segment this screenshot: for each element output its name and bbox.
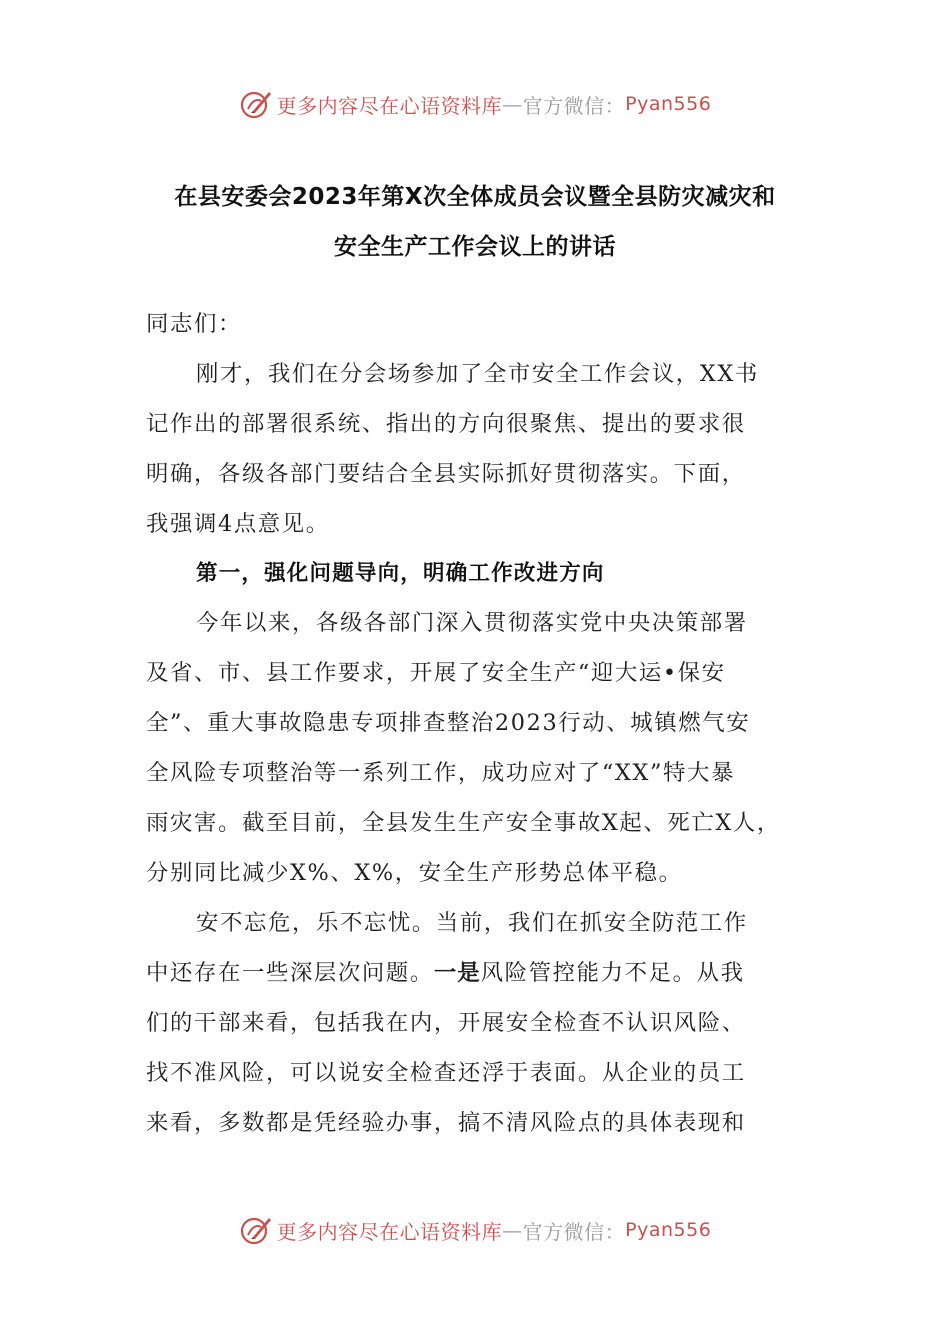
- section-heading: 第一，强化问题导向，明确工作改进方向: [196, 561, 605, 586]
- banner-wechat-label: 官方微信：: [522, 1219, 626, 1244]
- banner-slogan: 更多内容尽在心语资料库: [276, 93, 503, 118]
- salutation: 同志们：: [146, 311, 242, 337]
- pen-logo-icon: [239, 1213, 273, 1247]
- pen-logo-icon: [239, 87, 273, 121]
- paragraph-line: 全”、重大事故隐患专项排查整治2023行动、城镇燃气安: [146, 710, 751, 736]
- paragraph-line: 分别同比减少X%、X%，安全生产形势总体平稳。: [146, 860, 683, 886]
- paragraph-line: 我强调4点意见。: [146, 511, 330, 537]
- banner-wechat-id: Pyan556: [625, 1219, 712, 1241]
- paragraph-line: 来看，多数都是凭经验办事，搞不清风险点的具体表现和: [146, 1110, 746, 1136]
- paragraph-line: 们的干部来看，包括我在内，开展安全检查不认识风险、: [146, 1010, 746, 1036]
- document-title-line-1: 在县安委会2023年第X次全体成员会议暨全县防灾减灾和: [174, 184, 776, 210]
- paragraph-text: 中还存在一些深层次问题。: [146, 960, 434, 986]
- banner-slogan: 更多内容尽在心语资料库: [276, 1219, 503, 1244]
- paragraph-line: 明确，各级各部门要结合全县实际抓好贯彻落实。下面，: [146, 461, 746, 487]
- paragraph-line: 及省、市、县工作要求，开展了安全生产“迎大运•保安: [146, 660, 726, 686]
- banner-dash: —: [502, 1218, 523, 1242]
- header-banner: [0, 84, 950, 124]
- paragraph-line: 雨灾害。截至目前，全县发生生产安全事故X起、死亡X人，: [146, 810, 781, 836]
- paragraph-line: 刚才，我们在分会场参加了全市安全工作会议，XX书: [196, 361, 759, 387]
- banner-wechat-label: 官方微信：: [522, 93, 626, 118]
- paragraph-line: 记作出的部署很系统、指出的方向很聚焦、提出的要求很: [146, 411, 746, 437]
- bold-enumerator: 一是: [433, 960, 481, 986]
- paragraph-line: 找不准风险，可以说安全检查还浮于表面。从企业的员工: [146, 1060, 746, 1086]
- footer-banner: [0, 1210, 950, 1250]
- paragraph-line: [146, 955, 745, 987]
- paragraph-line: 今年以来，各级各部门深入贯彻落实党中央决策部署: [196, 610, 748, 636]
- paragraph-text: 风险管控能力不足。从我: [480, 960, 745, 986]
- paragraph-line: 全风险专项整治等一系列工作，成功应对了“XX”特大暴: [146, 760, 735, 786]
- banner-wechat-id: Pyan556: [625, 93, 712, 115]
- banner-dash: —: [502, 92, 523, 116]
- document-title-line-2: 安全生产工作会议上的讲话: [334, 234, 616, 260]
- paragraph-line: 安不忘危，乐不忘忧。当前，我们在抓安全防范工作: [196, 910, 748, 936]
